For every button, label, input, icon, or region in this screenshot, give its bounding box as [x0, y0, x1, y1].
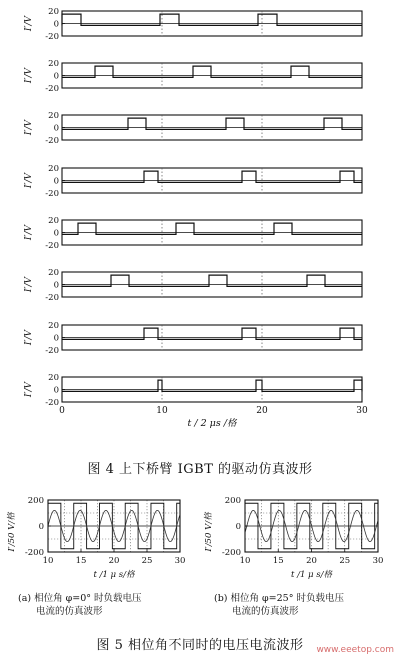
subcaption-a-line1: 相位角 φ=0° 时负载电压: [34, 593, 142, 604]
x-tick-label: 10: [42, 556, 54, 566]
drive-panel-8: [62, 377, 362, 402]
y-tick-label: 20: [48, 373, 59, 383]
y-tick-label: 20: [48, 7, 59, 17]
y-tick-label: -200: [24, 548, 44, 558]
y-axis-label: I′/50 V/格: [7, 512, 17, 552]
drive-panel-6: [62, 272, 362, 297]
y-axis-label: I′/V: [24, 15, 34, 32]
drive-panel-3: [62, 115, 362, 140]
y-tick-label: 20: [48, 268, 59, 278]
y-axis-label: I′/V: [24, 119, 34, 136]
y-tick-label: -20: [45, 346, 59, 356]
drive-panel-1: [62, 11, 362, 36]
x-axis-label: t / 2 μs /格: [187, 418, 237, 429]
y-tick-label: -20: [45, 189, 59, 199]
x-tick-label: 25: [339, 556, 351, 566]
phase-panel-b: [245, 500, 378, 552]
x-tick-label: 20: [306, 556, 317, 566]
y-tick-label: -20: [45, 398, 59, 408]
y-tick-label: 20: [48, 321, 59, 331]
y-axis-label: I′/V: [24, 381, 34, 398]
y-tick-label: 20: [48, 216, 59, 226]
y-tick-label: 200: [27, 496, 44, 506]
x-tick-label: 10: [156, 406, 168, 416]
y-tick-label: 200: [224, 496, 241, 506]
x-axis-label: t /1 μ s/格: [93, 570, 135, 580]
x-axis-label: t /1 μ s/格: [290, 570, 333, 580]
watermark-text: www.eeetop.com: [316, 645, 394, 655]
subcaption-b-line1: 相位角 φ=25° 时负载电压: [230, 593, 344, 604]
y-tick-label: -20: [45, 241, 59, 251]
y-tick-label: -20: [45, 32, 59, 42]
subcaption-a-label: (a): [18, 593, 32, 604]
x-tick-label: 10: [239, 556, 251, 566]
figure-5-caption: 图 5 相位角不同时的电压电流波形: [96, 638, 304, 653]
drive-panel-5: [62, 220, 362, 245]
drive-panel-4: [62, 168, 362, 193]
x-tick-label: 30: [174, 556, 186, 566]
drive-panel-2: [62, 63, 362, 88]
y-tick-label: 0: [53, 176, 59, 187]
y-axis-label: I′/V: [24, 224, 34, 241]
y-tick-label: 0: [235, 522, 241, 532]
y-tick-label: -200: [221, 548, 241, 558]
y-tick-label: 0: [53, 385, 59, 396]
y-tick-label: 0: [53, 228, 59, 239]
figure-4-caption: 图 4 上下桥臂 IGBT 的驱动仿真波形: [87, 462, 313, 477]
y-tick-label: 20: [48, 59, 59, 69]
x-tick-label: 15: [75, 556, 87, 566]
x-tick-label: 25: [141, 556, 153, 566]
y-tick-label: 20: [48, 164, 59, 174]
y-tick-label: -20: [45, 136, 59, 146]
y-tick-label: 0: [53, 280, 59, 291]
x-tick-label: 20: [108, 556, 120, 566]
x-tick-label: 15: [272, 556, 284, 566]
subcaption-b-line2: 电流的仿真波形: [232, 606, 299, 617]
y-axis-label: I′/50 V/格: [204, 512, 214, 552]
y-tick-label: -20: [45, 293, 59, 303]
y-axis-label: I′/V: [24, 329, 34, 346]
y-tick-label: 0: [53, 333, 59, 344]
y-axis-label: I′/V: [24, 67, 34, 84]
x-tick-label: 30: [356, 406, 368, 416]
x-tick-label: 30: [372, 556, 384, 566]
y-tick-label: 20: [48, 111, 59, 121]
x-tick-label: 0: [59, 406, 65, 416]
subcaption-b: [214, 592, 398, 618]
y-tick-label: 0: [53, 123, 59, 134]
y-tick-label: 0: [38, 522, 44, 532]
y-tick-label: 0: [53, 19, 59, 30]
y-axis-label: I′/V: [24, 172, 34, 189]
x-tick-label: 20: [256, 406, 268, 416]
subcaption-b-label: (b): [214, 593, 228, 604]
y-tick-label: 0: [53, 71, 59, 82]
drive-panel-7: [62, 325, 362, 350]
phase-panel-a: [48, 500, 180, 552]
y-axis-label: I′/V: [24, 276, 34, 293]
y-tick-label: -20: [45, 84, 59, 94]
subcaption-a-line2: 电流的仿真波形: [36, 606, 103, 617]
subcaption-a: [18, 592, 198, 618]
